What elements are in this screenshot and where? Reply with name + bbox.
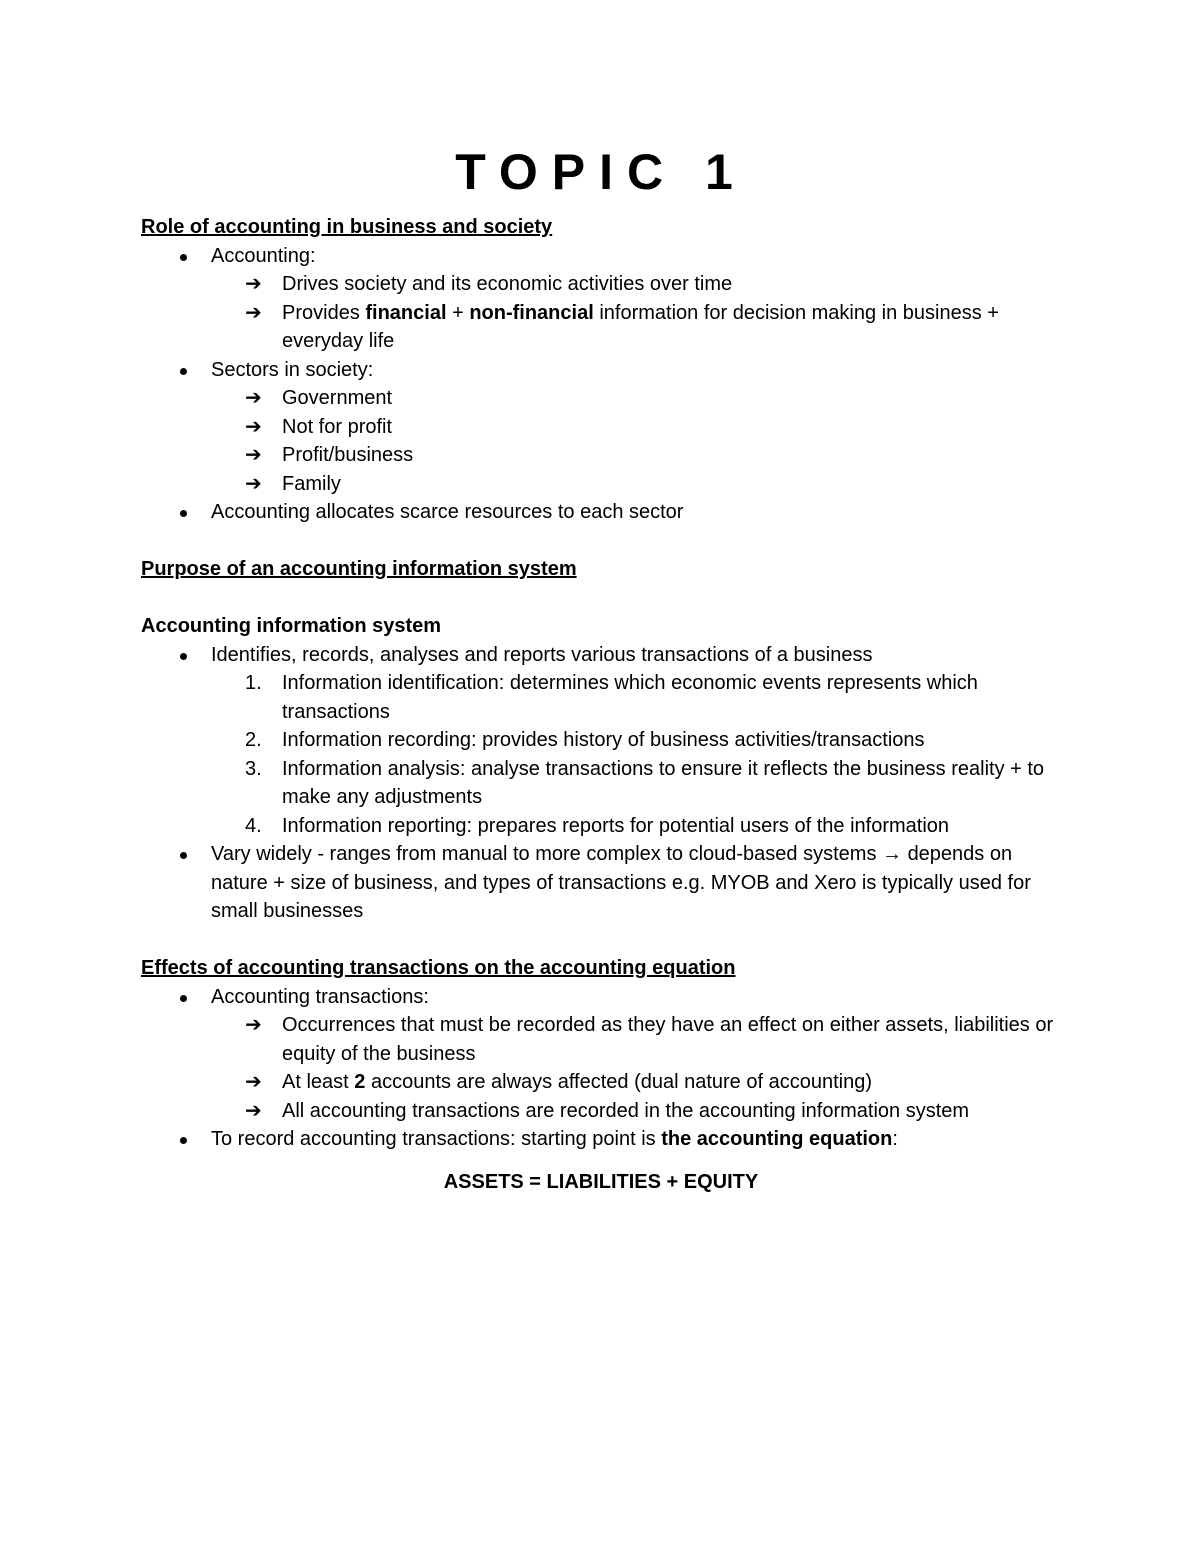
arrow-icon: ➔: [245, 1014, 262, 1036]
list-item: ➔ All accounting transactions are recorded in the accounting information system: [141, 1097, 1061, 1126]
bullet-icon: [180, 510, 187, 517]
accounting-equation: ASSETS = LIABILITIES + EQUITY: [443, 1170, 759, 1193]
list-item: Sectors in society: ➔ Government ➔ Not for profit ➔ Profit/business ➔ Family: [141, 356, 1061, 499]
list-item: ➔ Family: [141, 470, 1061, 499]
arrow-icon: ➔: [245, 1071, 262, 1093]
arrow-icon: ➔: [245, 444, 262, 466]
arrow-icon: ➔: [245, 273, 262, 295]
list-item: 2. Information recording: provides history of business activities/transactions: [245, 729, 925, 751]
arrow-icon: ➔: [245, 387, 262, 409]
list-item: Accounting allocates scarce resources to each sector: [141, 498, 1061, 527]
arrow-icon: ➔: [245, 415, 262, 438]
section-heading-role: Role of accounting in business and society: [141, 216, 553, 238]
arrow-list: [211, 1011, 1061, 1125]
list-item: 1. Information identification: determines which economic events represents which transactions: [245, 672, 978, 723]
list-item: Accounting transactions: ➔ Occurrences that must be recorded as they have an effect on either assets, liabilities or equity of the business ➔ At least 2 accounts are always affected (dual nature of accounting) ➔ All accounting transactions are recorded in the accounting information system: [141, 983, 1061, 1126]
bullet-icon: [180, 1137, 187, 1144]
numbered-list: [211, 669, 1061, 840]
list-item: 4. Information reporting: prepares reports for potential users of the information: [245, 814, 950, 837]
list-item: ➔ Provides financial + non-financial information for decision making in business + everyday life: [141, 299, 1061, 356]
list-item: Accounting: ➔ Drives society and its economic activities over time ➔ Provides financial + non-financial information for decision making in business + everyday life: [141, 242, 1061, 356]
list-item: 3. Information analysis: analyse transactions to ensure it reflects the business reality + to make any adjustments: [245, 757, 1045, 808]
list-item: ➔ Government: [141, 384, 1061, 413]
bullet-list: [141, 242, 1061, 527]
list-item: To record accounting transactions: starting point is the accounting equation:: [141, 1125, 1061, 1154]
subheading-ais: Accounting information system: [141, 615, 442, 637]
arrow-icon: ➔: [245, 301, 262, 324]
bullet-icon: [180, 254, 187, 261]
list-item: ➔ Drives society and its economic activities over time: [141, 270, 1061, 299]
list-item: Vary widely - ranges from manual to more complex to cloud-based systems → depends on nature + size of business, and types of transactions e.g. MYOB and Xero is typically used for small businesses: [141, 840, 1061, 926]
bullet-icon: [180, 653, 187, 660]
arrow-icon: ➔: [245, 1099, 262, 1122]
list-item: Identifies, records, analyses and reports various transactions of a business 1. Information identification: determines which economic events represents which transactions 2. Information recording: provides history of business activities/transactions 3. Information analysis: analyse transactions to ensure it reflects the business reality + to make any adjustments 4. Information reporting: prepares reports for potential users of the information: [141, 641, 1061, 841]
arrow-icon: ➔: [245, 472, 262, 495]
bullet-icon: [180, 995, 187, 1002]
list-item: ➔ Profit/business: [141, 441, 1061, 470]
section-heading-effects: Effects of accounting transactions on the accounting equation: [141, 957, 736, 979]
section-heading-purpose: Purpose of an accounting information system: [141, 558, 577, 580]
list-item: ➔ Occurrences that must be recorded as they have an effect on either assets, liabilities or equity of the business: [141, 1011, 1061, 1068]
arrow-list: [211, 270, 1061, 356]
list-item: ➔ Not for profit: [141, 413, 1061, 442]
arrow-list: [211, 384, 1061, 498]
bullet-icon: [180, 368, 187, 375]
document-body: [141, 213, 1061, 1216]
bullet-list: [141, 641, 1061, 926]
page-title: TOPIC 1: [455, 144, 747, 200]
bullet-list: [141, 983, 1061, 1154]
bullet-icon: [180, 852, 187, 859]
list-item: ➔ At least 2 accounts are always affected (dual nature of accounting): [141, 1068, 1061, 1097]
